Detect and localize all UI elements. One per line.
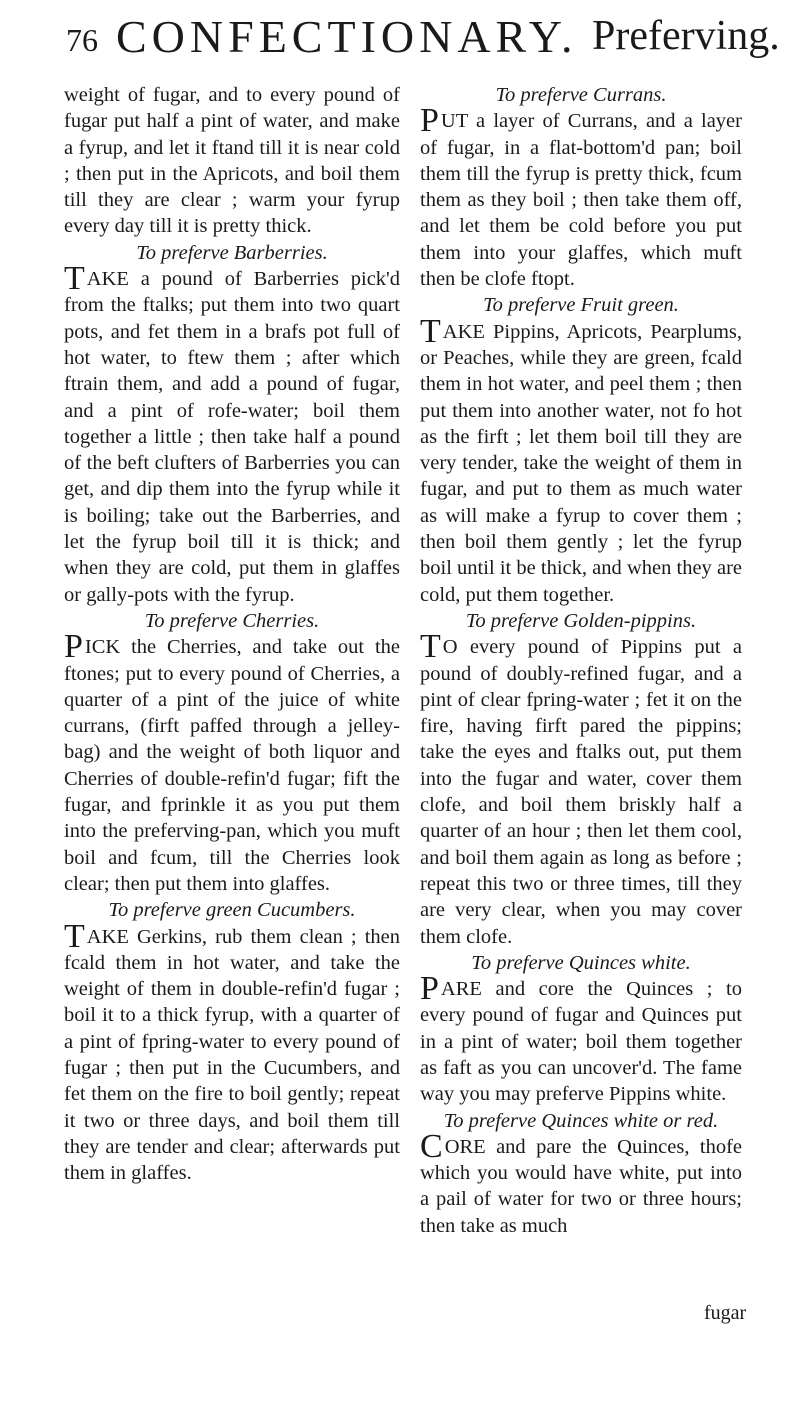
recipe-title: To preferve Quinces white. [471,951,691,974]
recipe-quinces-white-or-red [420,1108,742,1239]
recipe-text: TAKE Pippins, Apricots, Pearplums, or Peaches, while they are green, fcald them in hot water, and peel them ; then put them into another water, not fo hot as the firft ; let them boil till they are very tender, take the weight of them in fugar, and put to them as much water as will make a fyrup to cover them ; then boil them gently ; let the fyrup boil until it be thick, and when they are cold, put them together. [420,312,742,606]
recipe-green-cucumbers [64,897,400,1186]
recipe-text: TO every pound of Pippins put a pound of doubly-refined fugar, and a pint of clear fpring-water ; fet it on the fire, having firft pared the pippins; take the eyes and ftalks out, put them into the fugar and water, cover them clofe, and boil them briskly half a quarter of an hour ; then let them cool, and boil them again as long as before ; repeat this two or three times, till they are very clear, when you may cover them clofe. [420,628,742,948]
recipe-text: PICK the Cherries, and take out the ftones; put to every pound of Cherries, a quarter of a pint of the juice of white currans, (firft paffed through a jelley-bag) and the weight of both liquor and Cherries of double-refin'd fugar; fift the fugar, and fprinkle it as you put them into the preferving-pan, which you muft boil and fcum, till the Cherries look clear; then put them into glaffes. [64,628,400,895]
recipe-text: TAKE a pound of Barberries pick'd from the ftalks; put them into two quart pots, and fet them in a brafs pot full of hot water, to ftew them ; after which ftrain them, and add a pound of fugar, and a pint of rofe-water; boil them together a little ; then take half a pound of the beft clufters of Barberries you can get, and dip them into the fyrup while it is boiling; take out the Barberries, and let the fyrup boil till it is thick; and when they are cold, put them in glaffes or gally-pots with the fyrup. [64,260,400,606]
page-header [0,10,800,70]
recipe-fruit-green [420,292,742,608]
page-number: 76 [66,22,98,58]
recipe-quinces-white [420,950,742,1108]
recipe-text: CORE and pare the Quinces, thofe which you would have white, put into a pail of water for two or three hours; then take as much [420,1127,742,1237]
left-column [64,82,400,1186]
catchword: fugar [704,1302,747,1324]
recipe-text: TAKE Gerkins, rub them clean ; then fcald them in hot water, and take the weight of them in double-refin'd fugar ; boil it to a thick fyrup, with a quarter of a pint of fpring-water to every pound of fugar ; then put in the Cucumbers, and fet them on the fire to boil gently; repeat it two or three days, and boil them till they are tender and clear; afterwards put them in glaffes. [64,917,400,1185]
recipe-title: To preferve Golden-pippins. [465,609,697,632]
recipe-text: PUT a layer of Currans, and a layer of fugar, in a flat-bottom'd pan; boil them till the fyrup is pretty thick, fcum them as they boil ; then take them off, and let them be cold before you put them into your glaffes, which muft then be clofe ftopt. [420,102,742,291]
recipe-title: To preferve Fruit green. [483,294,679,317]
continued-paragraph: weight of fugar, and to every pound of fugar put half a pint of water, and make a fyrup, and let it ftand till it is near cold ; then put in the Apricots, and boil them till they are clear ; warm your fyrup every day till it is pretty thick. [64,84,400,238]
recipe-barberries [64,240,400,608]
right-column [420,82,742,1239]
running-title: CONFECTIONARY. [116,11,578,62]
recipe-title: To preferve Cherries. [144,609,320,632]
recipe-title: To preferve green Cucumbers. [108,899,356,922]
recipe-title: To preferve Currans. [495,84,667,106]
section-label: Preferving. [592,13,780,59]
text-columns [0,82,800,1382]
recipe-title: To preferve Barberries. [136,241,328,264]
recipe-currans [420,82,742,292]
recipe-text: PARE and core the Quinces ; to every pound of fugar and Quinces put in a pint of water; boil them together as faft as you can uncover'd. The fame way you may preferve Pippins white. [420,970,742,1106]
recipe-title: To preferve Quinces white or red. [443,1109,719,1132]
recipe-golden-pippins [420,608,742,950]
recipe-cherries [64,608,400,897]
